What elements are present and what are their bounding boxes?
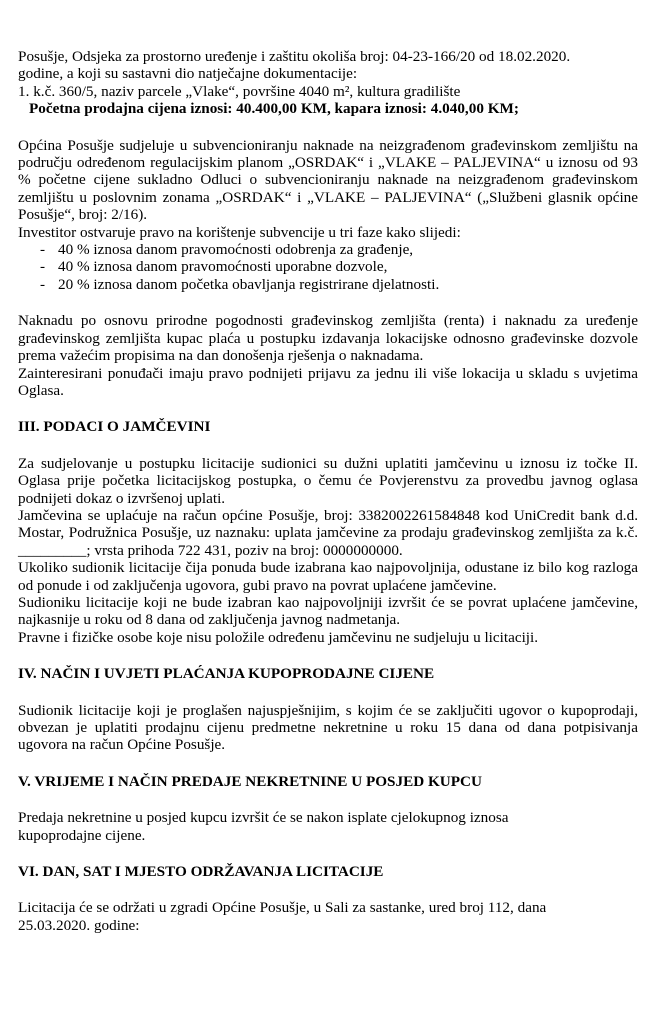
- section-3-p2: Jamčevina se uplaćuje na račun općine Posušje, broj: 3382002261584848 kod UniCredit bank d.d. Mostar, Podružnica Posušje, uz naznaku: uplata jamčevine za prodaju građevinskog zemljišta za k.č. _________; vrsta prihoda 722 431, poziv na broj: 0000000000.: [18, 506, 638, 559]
- rent-paragraph: Naknadu po osnovu prirodne pogodnosti građevinskog zemljišta (renta) i naknadu za uređenje građevinskog zemljišta kupac plaća u postupku izdavanja lokacijske odnosno građevinske dozvole prema važećim propisima na dan donošenja rješenja o naknadama.: [18, 312, 638, 365]
- section-5-p1-line-2: kupoprodajne cijene.: [18, 826, 146, 844]
- intro-line-2: godine, a koji su sastavni dio natječajne dokumentacije:: [18, 65, 358, 83]
- price-line: Početna prodajna cijena iznosi: 40.400,00 KM, kapara iznosi: 4.040,00 KM;: [29, 100, 519, 118]
- section-6-p1-line-1: Licitacija će se održati u zgradi Općine Posušje, u Sali za sastanke, ured broj 112, dana: [18, 899, 547, 917]
- document-page: [18, 48, 638, 934]
- section-3-title: III. PODACI O JAMČEVINI: [18, 418, 211, 436]
- section-6-p1-line-2: 25.03.2020. godine:: [18, 916, 140, 934]
- section-3-p4: Sudioniku licitacije koji ne bude izabran kao najpovoljniji izvršit će se povrat uplaćene jamčevine, najkasnije u roku od 8 dana od zaključenja javnog nadmetanja.: [18, 593, 638, 629]
- section-5-title: V. VRIJEME I NAČIN PREDAJE NEKRETNINE U POSJED KUPCU: [18, 772, 482, 790]
- section-3-p1: Za sudjelovanje u postupku licitacije sudionici su dužni uplatiti jamčevinu u iznosu iz točke II. Oglasa prije početka licitacijskog postupka, o čemu će Povjerenstvu za provedbu javnog oglasa podnijeti dokaz o izvršenoj uplati.: [18, 454, 638, 507]
- section-3-p3: Ukoliko sudionik licitacije čija ponuda bude izabrana kao najpovoljnija, odustane iz bilo kog razloga od ponude i od zaključenja ugovora, gubi pravo na povrat uplaćene jamčevine.: [18, 559, 638, 594]
- parcel-line: 1. k.č. 360/5, naziv parcele „Vlake“, površine 4040 m², kultura gradilište: [18, 82, 461, 100]
- list-item: - 20 % iznosa danom početka obavljanja registrirane djelatnosti.: [40, 275, 440, 293]
- interested-paragraph: Zainteresirani ponuđači imaju pravo podnijeti prijavu za jednu ili više lokacija u skladu s uvjetima Oglasa.: [18, 364, 638, 399]
- section-4-p1: Sudionik licitacije koji je proglašen najuspješnijim, s kojim će se zaključiti ugovor o kupoprodaji, obvezan je uplatiti prodajnu cijenu predmetne nekretnine u roku 15 dana od dana potpisivanja ugovora na račun Općine Posušje.: [18, 701, 638, 754]
- section-4-title: IV. NAČIN I UVJETI PLAĆANJA KUPOPRODAJNE CIJENE: [18, 665, 435, 683]
- list-item: - 40 % iznosa danom pravomoćnosti odobrenja za građenje,: [40, 241, 414, 259]
- phases-intro: Investitor ostvaruje pravo na korištenje subvencije u tri faze kako slijedi:: [18, 223, 461, 241]
- section-3-p5: Pravne i fizičke osobe koje nisu položile određenu jamčevinu ne sudjeluju u licitaciji.: [18, 628, 539, 646]
- list-item: - 40 % iznosa danom pravomoćnosti uporabne dozvole,: [40, 258, 388, 276]
- phases-list: [18, 241, 638, 293]
- section-5-p1-line-1: Predaja nekretnine u posjed kupcu izvršit će se nakon isplate cjelokupnog iznosa: [18, 809, 509, 827]
- intro-line-1: Posušje, Odsjeka za prostorno uređenje i zaštitu okoliša broj: 04-23-166/20 od 18.02.2020.: [18, 48, 571, 65]
- subsidy-paragraph: Općina Posušje sudjeluje u subvencioniranju naknade na neizgrađenom građevinskom zemljištu na području određenom regulacijskim planom „OSRDAK“ i „VLAKE – PALJEVINA“ u iznosu od 93 % početne cijene sukladno Odluci o subvencioniranju naknade na neizgrađenom građevinskom zemljištu u poslovnim zonama „OSRDAK“ i „VLAKE – PALJEVINA“ („Službeni glasnik općine Posušje“, broj: 2/16).: [18, 136, 638, 224]
- section-6-title: VI. DAN, SAT I MJESTO ODRŽAVANJA LICITACIJE: [18, 863, 384, 881]
